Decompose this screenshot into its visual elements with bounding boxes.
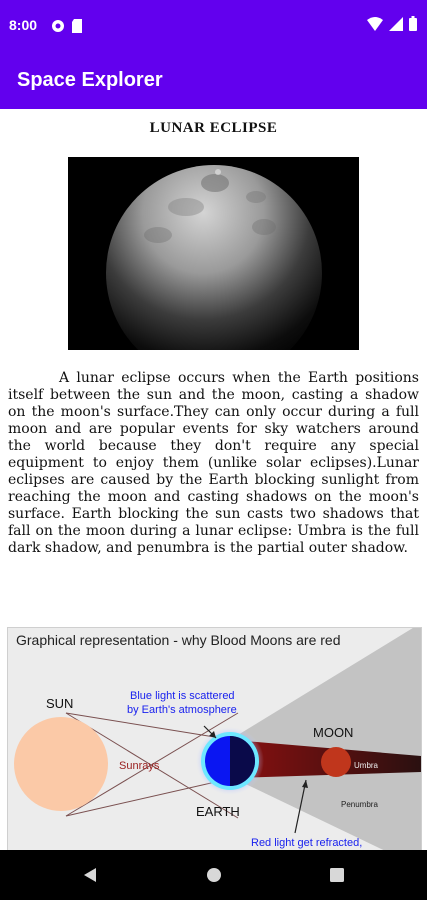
moon-shape (321, 747, 351, 777)
status-bar (0, 0, 427, 52)
red-light-note-line1: Red light get refracted, (251, 837, 363, 849)
app-bar (0, 52, 427, 109)
sd-card-icon (71, 18, 83, 37)
sunrays-label: Sunrays (119, 760, 160, 772)
wifi-icon (367, 16, 383, 35)
diagram-title: Graphical representation - why Blood Moons are red (16, 632, 341, 648)
blood-moon-diagram (7, 627, 422, 850)
moon-photo (68, 157, 359, 350)
sun-shape (14, 717, 108, 811)
battery-icon (409, 16, 417, 35)
status-time: 8:00 (9, 17, 38, 33)
article-body: A lunar eclipse occurs when the Earth positions itself between the sun and the moon, casting a shadow on the moon's surface.They can only occur during a full moon and are popular events for sky watchers around the world because they don't require any special equipment to enjoy them (unlike solar eclipses).Lunar eclipses are caused by the Earth blocking sunlight from reaching the moon and casting shadows on the moon's surface. Earth blocking the sun casts two shadows that fall on the moon during a lunar eclipse: Umbra is the full dark shadow, and penumbra is the partial outer shadow. (8, 370, 419, 556)
navigation-bar (0, 850, 427, 900)
blue-light-note-line1: Blue light is scattered (130, 690, 235, 702)
home-icon[interactable] (199, 860, 229, 890)
penumbra-label: Penumbra (341, 800, 378, 809)
recents-icon[interactable] (322, 860, 352, 890)
earth-label: EARTH (196, 804, 240, 819)
app-title: Space Explorer (17, 69, 163, 91)
article-title: LUNAR ECLIPSE (149, 120, 278, 136)
blue-light-note-line2: by Earth's atmosphere (127, 704, 237, 716)
moon-label: MOON (313, 725, 354, 740)
umbra-label: Umbra (354, 761, 379, 770)
camera-icon (51, 18, 65, 37)
article-scroll-view[interactable] (0, 109, 427, 850)
sun-label: SUN (46, 696, 74, 711)
cellular-icon (389, 16, 403, 35)
back-icon[interactable] (75, 860, 105, 890)
